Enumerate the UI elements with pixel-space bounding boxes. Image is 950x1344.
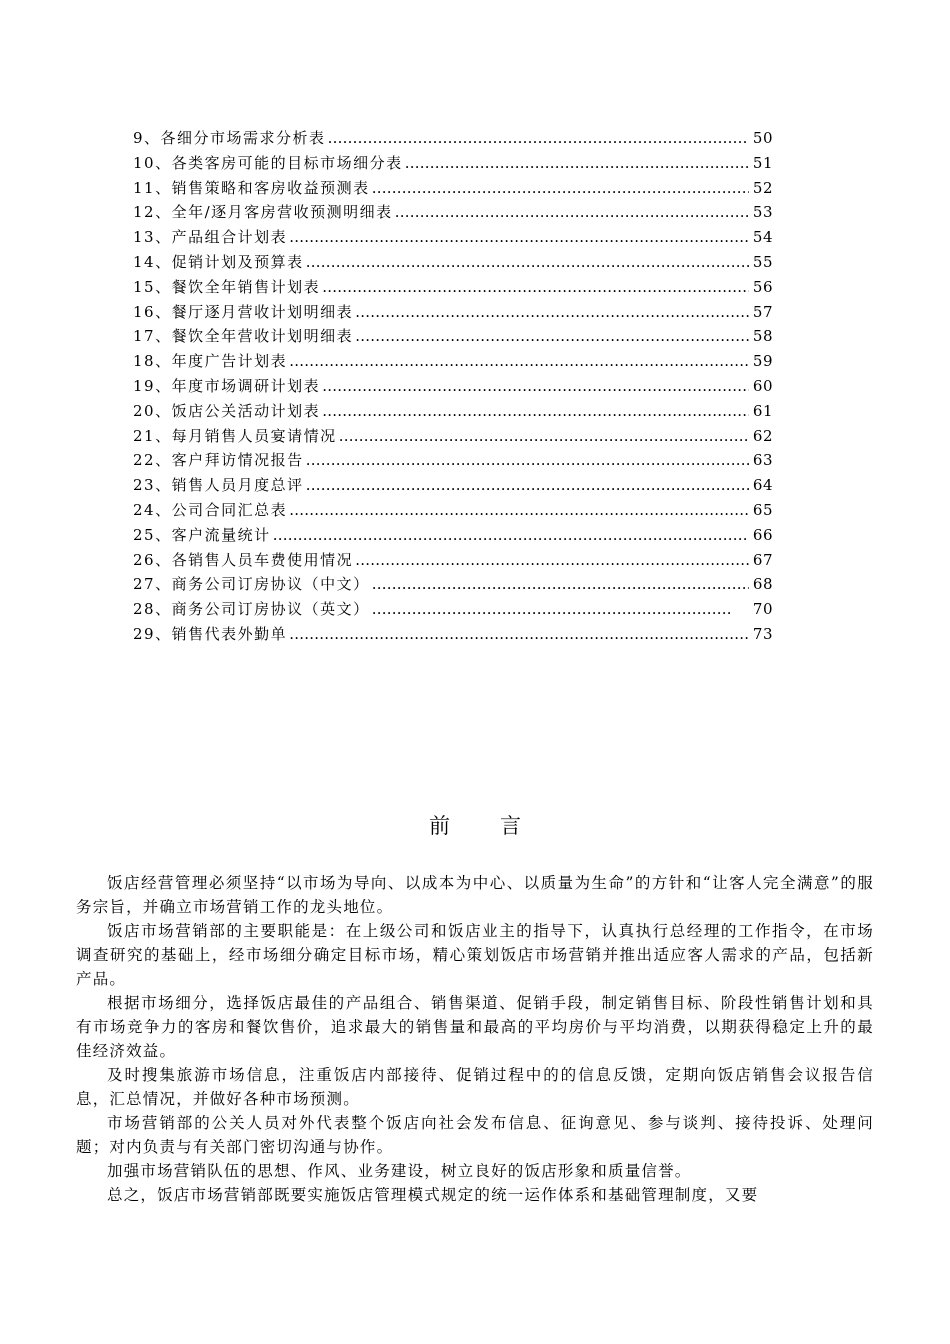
preface-paragraph: 加强市场营销队伍的思想、作风、业务建设，树立良好的饭店形象和质量信誉。 [107, 1162, 692, 1180]
toc-entry[interactable] [133, 250, 773, 275]
toc-entry[interactable] [133, 176, 773, 201]
toc-entry[interactable] [133, 151, 773, 176]
toc-entry-label: 17、餐饮全年营收计划明细表 [133, 327, 354, 346]
toc-entry-label: 10、各类客房可能的目标市场细分表 [133, 153, 403, 172]
toc-entry[interactable] [133, 548, 773, 573]
preface-title: 前言 [429, 814, 571, 838]
toc-entry[interactable] [133, 374, 773, 399]
toc-leader-dots [328, 126, 749, 151]
toc-leader-dots [322, 275, 749, 300]
toc-leader-dots [355, 324, 749, 349]
toc-entry-label: 19、年度市场调研计划表 [133, 376, 321, 395]
toc-entry-label: 25、客户流量统计 [133, 525, 271, 544]
toc-entry-page: 67 [752, 550, 773, 569]
toc-leader-dots [355, 548, 749, 573]
toc-leader-dots [306, 250, 749, 275]
toc-leader-dots [322, 374, 749, 399]
toc-leader-dots [395, 200, 749, 225]
toc-entry[interactable] [133, 126, 773, 151]
toc-entry-page: 55 [752, 252, 773, 271]
toc-entry-label: 14、促销计划及预算表 [133, 252, 304, 271]
toc-entry-page: 64 [752, 476, 773, 495]
toc-entry[interactable] [133, 448, 773, 473]
toc-entry[interactable] [133, 324, 773, 349]
toc-entry[interactable] [133, 225, 773, 250]
toc-entry-label: 11、销售策略和客房收益预测表 [133, 178, 370, 197]
toc-entry[interactable] [133, 498, 773, 523]
toc-entry-label: 23、销售人员月度总评 [133, 476, 304, 495]
toc-entry-page: 54 [752, 228, 773, 247]
toc-leader-dots [372, 597, 733, 622]
toc-entry-page: 57 [752, 302, 773, 321]
toc-entry-page: 73 [752, 624, 773, 643]
toc-entry-page: 68 [752, 575, 773, 594]
toc-entry[interactable] [133, 300, 773, 325]
toc-leader-dots [339, 424, 749, 449]
toc-leader-dots [405, 151, 749, 176]
toc-entry-label: 22、客户拜访情况报告 [133, 451, 304, 470]
toc-entry[interactable] [133, 349, 773, 374]
toc-entry-page: 50 [752, 129, 773, 147]
toc-entry-page: 61 [752, 401, 773, 420]
toc-entry[interactable] [133, 572, 773, 597]
toc-leader-dots [289, 349, 749, 374]
toc-entry-page: 51 [752, 153, 773, 172]
toc-entry-page: 56 [752, 277, 773, 296]
toc-entry[interactable] [133, 275, 773, 300]
toc-entry-page: 62 [752, 426, 773, 445]
toc-entry[interactable] [133, 622, 773, 647]
toc-leader-dots [372, 176, 749, 201]
preface-paragraph: 总之，饭店市场营销部既要实施饭店管理模式规定的统一运作体系和基础管理制度，又要 [107, 1186, 759, 1204]
toc-entry-label: 29、销售代表外勤单 [133, 624, 288, 643]
toc-leader-dots [306, 473, 749, 498]
toc-entry[interactable] [133, 399, 773, 424]
toc-leader-dots [322, 399, 749, 424]
toc-leader-dots [273, 523, 749, 548]
toc-leader-dots [289, 498, 749, 523]
toc-entry-page: 66 [752, 525, 773, 544]
toc-entry-label: 12、全年/逐月客房营收预测明细表 [133, 203, 393, 222]
toc-entry-page: 70 [752, 600, 773, 619]
table-of-contents [133, 126, 773, 647]
toc-leader-dots [372, 572, 749, 597]
toc-entry-page: 58 [752, 327, 773, 346]
toc-entry-label: 21、每月销售人员宴请情况 [133, 426, 337, 445]
toc-entry-label: 26、各销售人员车费使用情况 [133, 550, 354, 569]
toc-leader-dots [306, 448, 749, 473]
toc-leader-dots [289, 225, 749, 250]
preface-paragraph: 饭店市场营销部的主要职能是：在上级公司和饭店业主的指导下，认真执行总经理的工作指令，在市场调查研究的基础上，经市场细分确定目标市场，精心策划饭店市场营销并推出适应客人需求的产品，包括新产品。 [76, 922, 874, 988]
toc-entry-label: 28、商务公司订房协议（英文） [133, 600, 370, 619]
toc-entry-page: 59 [752, 352, 773, 371]
preface-paragraph: 根据市场细分，选择饭店最佳的产品组合、销售渠道、促销手段，制定销售目标、阶段性销售计划和具有市场竞争力的客房和餐饮售价，追求最大的销售量和最高的平均房价与平均消费，以期获得稳定上升的最佳经济效益。 [76, 994, 874, 1060]
toc-entry[interactable] [133, 424, 773, 449]
preface-paragraph: 及时搜集旅游市场信息，注重饭店内部接待、促销过程中的的信息反馈，定期向饭店销售会议报告信息，汇总情况，并做好各种市场预测。 [76, 1066, 874, 1108]
toc-entry-page: 65 [752, 500, 773, 519]
toc-entry-label: 24、公司合同汇总表 [133, 500, 288, 519]
toc-entry-label: 13、产品组合计划表 [133, 228, 288, 247]
toc-entry[interactable] [133, 200, 773, 225]
preface-body [76, 871, 874, 1207]
toc-entry-label: 15、餐饮全年销售计划表 [133, 277, 321, 296]
toc-entry-page: 52 [752, 178, 773, 197]
toc-entry-page: 53 [752, 203, 773, 222]
toc-entry-label: 18、年度广告计划表 [133, 352, 288, 371]
toc-entry[interactable] [133, 597, 773, 622]
toc-entry-label: 20、饭店公关活动计划表 [133, 401, 321, 420]
toc-entry-label: 27、商务公司订房协议（中文） [133, 575, 370, 594]
toc-leader-dots [289, 622, 749, 647]
toc-entry[interactable] [133, 473, 773, 498]
toc-entry-label: 16、餐厅逐月营收计划明细表 [133, 302, 354, 321]
toc-entry-page: 60 [752, 376, 773, 395]
toc-entry-label: 9、各细分市场需求分析表 [133, 129, 326, 147]
toc-entry[interactable] [133, 523, 773, 548]
preface-paragraph: 饭店经营管理必须坚持“以市场为导向、以成本为中心、以质量为生命”的方针和“让客人完全满意”的服务宗旨，并确立市场营销工作的龙头地位。 [76, 874, 874, 916]
toc-leader-dots [355, 300, 749, 325]
toc-entry-page: 63 [752, 451, 773, 470]
preface-paragraph: 市场营销部的公关人员对外代表整个饭店向社会发布信息、征询意见、参与谈判、接待投诉、处理问题；对内负责与有关部门密切沟通与协作。 [76, 1114, 874, 1156]
